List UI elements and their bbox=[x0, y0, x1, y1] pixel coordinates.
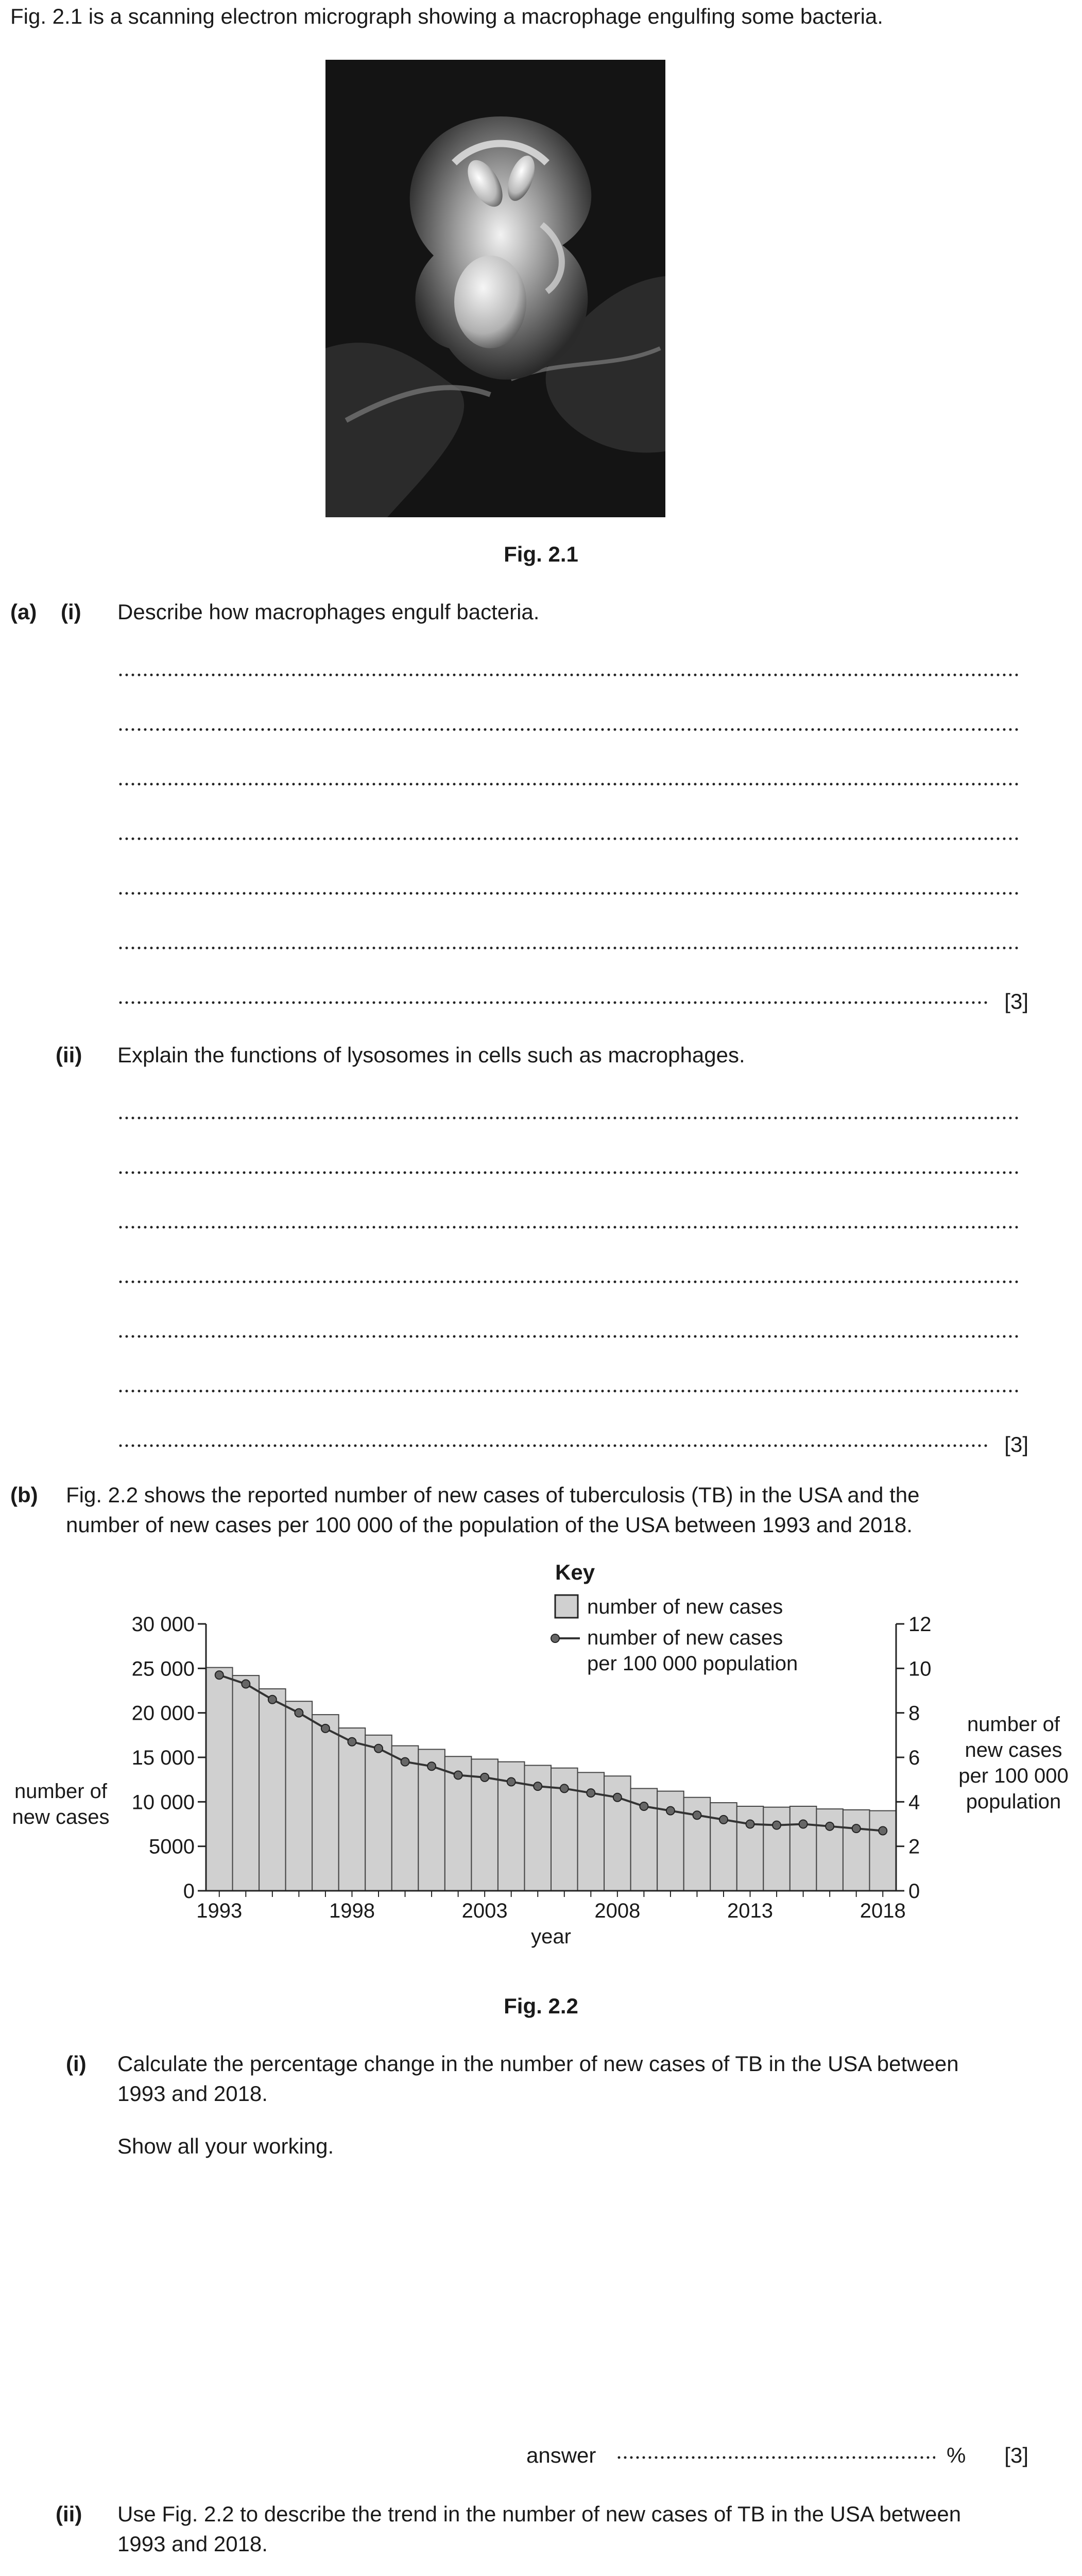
answer-input-line[interactable] bbox=[616, 2454, 935, 2462]
answer-line[interactable] bbox=[117, 672, 1020, 679]
right-axis-label: per 100 000 bbox=[958, 1765, 1069, 1787]
bar-2014 bbox=[763, 1807, 790, 1891]
part-b-ii-question-line1: Use Fig. 2.2 to describe the trend in the number of new cases of TB in the USA between bbox=[117, 2502, 961, 2526]
point-2002 bbox=[454, 1771, 462, 1780]
bar-2015 bbox=[790, 1806, 817, 1891]
right-tick-label: 6 bbox=[908, 1747, 920, 1769]
bar-2000 bbox=[392, 1746, 419, 1891]
point-2007 bbox=[587, 1789, 595, 1797]
answer-line[interactable] bbox=[117, 945, 1020, 952]
point-2018 bbox=[879, 1826, 887, 1835]
part-b-i-working: Show all your working. bbox=[117, 2134, 334, 2158]
part-a-ii-marks: [3] bbox=[1004, 1432, 1028, 1456]
part-b-i-question-line1: Calculate the percentage change in the number of new cases of TB in the USA between bbox=[117, 2052, 959, 2076]
legend-bar-swatch bbox=[555, 1595, 578, 1618]
left-axis-label: new cases bbox=[12, 1806, 110, 1828]
part-a-ii-question: Explain the functions of lysosomes in cells such as macrophages. bbox=[117, 1043, 745, 1067]
micrograph-image bbox=[325, 60, 665, 517]
fig-2-1-caption: Fig. 2.1 bbox=[504, 542, 578, 566]
answer-label: answer bbox=[526, 2443, 596, 2467]
legend-line-label-2: per 100 000 population bbox=[587, 1652, 798, 1675]
part-b-ii-label: (ii) bbox=[56, 2502, 82, 2526]
bar-2016 bbox=[816, 1809, 843, 1891]
bar-1993 bbox=[206, 1668, 233, 1891]
point-2017 bbox=[852, 1824, 861, 1833]
point-2006 bbox=[560, 1784, 569, 1792]
answer-line[interactable] bbox=[117, 836, 1020, 843]
point-2013 bbox=[746, 1820, 754, 1828]
x-tick-label: 2018 bbox=[860, 1900, 906, 1922]
point-1996 bbox=[295, 1709, 303, 1717]
point-2011 bbox=[693, 1811, 701, 1819]
intro-text: Fig. 2.1 is a scanning electron micrograph showing a macrophage engulfing some bacteria. bbox=[10, 4, 883, 28]
left-tick-label: 10 000 bbox=[131, 1791, 195, 1814]
right-axis-label: number of bbox=[967, 1713, 1060, 1736]
answer-line[interactable] bbox=[117, 1170, 1020, 1177]
part-a-i-marks: [3] bbox=[1004, 989, 1028, 1013]
point-2003 bbox=[480, 1773, 489, 1782]
bar-2013 bbox=[737, 1806, 764, 1891]
right-axis-label: population bbox=[966, 1790, 1061, 1813]
left-tick-label: 20 000 bbox=[131, 1702, 195, 1725]
legend-bar-label: number of new cases bbox=[587, 1596, 783, 1618]
point-1997 bbox=[321, 1724, 330, 1733]
left-tick-label: 15 000 bbox=[131, 1747, 195, 1769]
point-1995 bbox=[268, 1696, 277, 1704]
point-2014 bbox=[772, 1821, 781, 1829]
point-1993 bbox=[215, 1671, 224, 1679]
point-2009 bbox=[640, 1802, 648, 1810]
bar-2017 bbox=[843, 1810, 870, 1891]
part-b-i-marks: [3] bbox=[1004, 2443, 1028, 2467]
x-tick-label: 2013 bbox=[727, 1900, 774, 1922]
point-2008 bbox=[613, 1793, 622, 1802]
answer-unit: % bbox=[947, 2443, 966, 2467]
part-a-label: (a) bbox=[10, 600, 37, 624]
left-tick-label: 30 000 bbox=[131, 1613, 195, 1636]
right-tick-label: 2 bbox=[908, 1835, 920, 1858]
point-2012 bbox=[719, 1816, 728, 1824]
point-2010 bbox=[666, 1807, 675, 1815]
part-b-i-question-line2: 1993 and 2018. bbox=[117, 2081, 268, 2106]
left-axis-label: number of bbox=[14, 1780, 108, 1803]
x-tick-label: 1993 bbox=[196, 1900, 243, 1922]
bar-1997 bbox=[312, 1715, 339, 1891]
fig-2-2-caption: Fig. 2.2 bbox=[504, 1994, 578, 2018]
part-b-text-line2: number of new cases per 100 000 of the population of the USA between 1993 and 2018. bbox=[66, 1513, 913, 1537]
point-2005 bbox=[534, 1782, 542, 1790]
legend-line-label-1: number of new cases bbox=[587, 1626, 783, 1649]
right-tick-label: 10 bbox=[908, 1657, 932, 1681]
answer-line[interactable] bbox=[117, 1443, 988, 1450]
answer-line[interactable] bbox=[117, 890, 1020, 897]
bar-2018 bbox=[869, 1811, 896, 1891]
right-tick-label: 12 bbox=[908, 1613, 932, 1636]
point-1998 bbox=[348, 1738, 356, 1746]
answer-line[interactable] bbox=[117, 1224, 1020, 1231]
x-tick-label: 1998 bbox=[329, 1900, 375, 1922]
part-b-text-line1: Fig. 2.2 shows the reported number of new cases of tuberculosis (TB) in the USA and the bbox=[66, 1483, 920, 1507]
answer-line[interactable] bbox=[117, 1115, 1020, 1122]
left-tick-label: 0 bbox=[183, 1880, 195, 1903]
x-axis-label: year bbox=[531, 1925, 571, 1948]
point-1999 bbox=[374, 1744, 383, 1753]
part-a-i-question: Describe how macrophages engulf bacteria. bbox=[117, 600, 540, 624]
answer-line[interactable] bbox=[117, 1333, 1020, 1341]
point-2001 bbox=[427, 1762, 436, 1770]
bar-1999 bbox=[365, 1735, 392, 1891]
x-tick-label: 2003 bbox=[461, 1900, 508, 1922]
left-tick-label: 5000 bbox=[149, 1835, 195, 1858]
answer-line[interactable] bbox=[117, 726, 1020, 734]
right-tick-label: 0 bbox=[908, 1880, 920, 1903]
bar-1998 bbox=[339, 1728, 366, 1891]
part-b-ii-question-line2: 1993 and 2018. bbox=[117, 2532, 268, 2556]
point-2000 bbox=[401, 1758, 409, 1766]
legend-line-marker bbox=[551, 1634, 559, 1642]
point-1994 bbox=[242, 1680, 250, 1688]
bar-1994 bbox=[233, 1675, 260, 1891]
right-axis-label: new cases bbox=[965, 1739, 1062, 1761]
x-tick-label: 2008 bbox=[594, 1900, 641, 1922]
right-tick-label: 8 bbox=[908, 1702, 920, 1725]
right-tick-label: 4 bbox=[908, 1791, 920, 1814]
part-b-i-label: (i) bbox=[66, 2052, 87, 2076]
part-a-ii-label: (ii) bbox=[56, 1043, 82, 1067]
point-2015 bbox=[799, 1820, 808, 1828]
tb-cases-chart bbox=[0, 1556, 1082, 1978]
point-2016 bbox=[826, 1822, 834, 1831]
answer-line[interactable] bbox=[117, 999, 988, 1007]
answer-line[interactable] bbox=[117, 1279, 1020, 1286]
part-a-i-label: (i) bbox=[61, 600, 81, 624]
legend-title: Key bbox=[555, 1560, 595, 1584]
part-b-label: (b) bbox=[10, 1483, 38, 1507]
left-tick-label: 25 000 bbox=[131, 1657, 195, 1681]
point-2004 bbox=[507, 1777, 516, 1786]
answer-line[interactable] bbox=[117, 781, 1020, 788]
answer-line[interactable] bbox=[117, 1388, 1020, 1395]
bar-1996 bbox=[286, 1701, 313, 1891]
bar-1995 bbox=[259, 1689, 286, 1891]
